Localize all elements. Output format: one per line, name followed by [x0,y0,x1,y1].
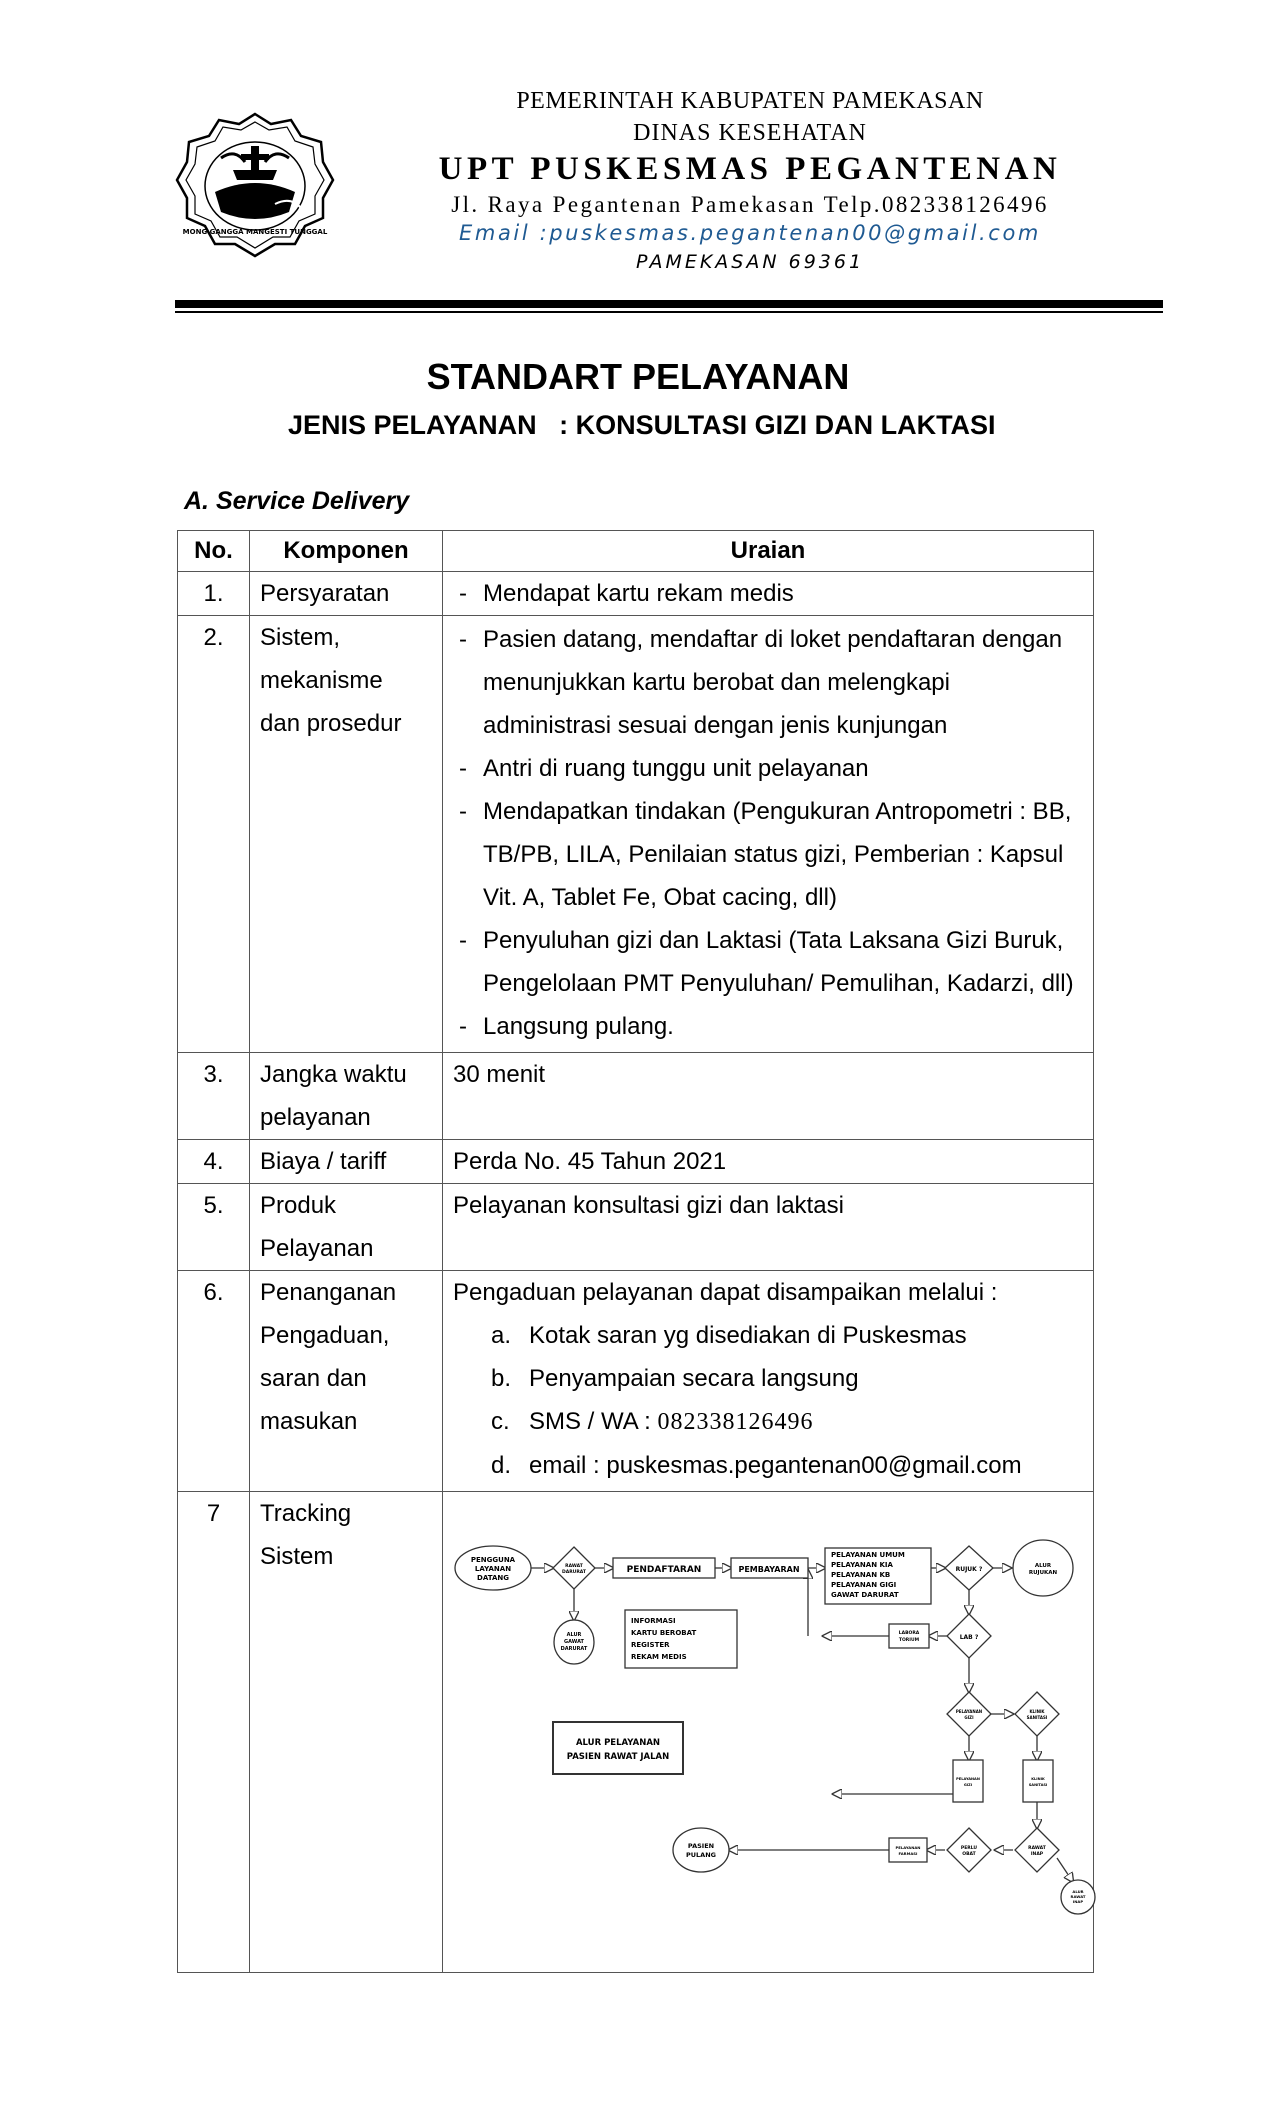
flow-label: TORIUM [898,1638,920,1643]
flow-label: PELAYANAN [956,1777,980,1781]
flow-label: DARURAT [560,1646,588,1652]
row-description [443,1271,1094,1492]
letterhead-city: PAMEKASAN 69361 [635,251,865,273]
flow-label: LAB ? [959,1634,979,1641]
row-number: 6. [178,1271,250,1492]
letterhead-divider-thick [175,300,1163,308]
row-description: Pelayanan konsultasi gizi dan laktasi [443,1184,1094,1271]
list-item: c. SMS / WA : 082338126496 [491,1408,814,1435]
flow-label: PELAYANAN KB [831,1571,891,1579]
patient-flow-chart [453,1492,1100,1970]
table-row [178,616,1094,1053]
row-number: 7 [178,1492,250,1973]
flow-label: KLINIK [1029,1709,1045,1714]
flow-label: INAP [1030,1852,1044,1857]
flow-label: REGISTER [631,1641,670,1649]
complaint-intro: Pengaduan pelayanan dapat disampaikan melalui : [453,1279,998,1306]
flow-label: PEMBAYARAN [738,1565,800,1574]
flow-label: ALUR [1034,1563,1052,1569]
flow-label: LAYANAN [474,1565,512,1573]
letterhead-organization: UPT PUSKESMAS PEGANTENAN [438,151,1062,187]
flow-label: RAWAT [1070,1894,1086,1899]
letterhead-department: DINAS KESEHATAN [633,120,867,146]
flow-label: PASIEN [687,1842,715,1850]
flow-label: GIZI [963,1783,973,1787]
flow-label: PASIEN RAWAT JALAN [566,1752,670,1762]
list-item: - Mendapat kartu rekam medis [453,572,1083,615]
row-number: 5. [178,1184,250,1271]
letterhead-government: PEMERINTAH KABUPATEN PAMEKASAN [516,88,984,114]
letterhead-divider-thin [175,311,1163,313]
document-title: STANDART PELAYANAN [426,356,850,397]
row-description [443,616,1094,1053]
phone-number: 082338126496 [657,1409,814,1435]
flow-label: FARMASI [898,1851,918,1856]
service-standard-table [177,530,1094,1973]
flow-label: PELAYANAN [955,1709,983,1714]
flow-label: PELAYANAN GIGI [831,1581,897,1589]
flow-label: RUJUKAN [1028,1570,1058,1576]
flow-label: PENDAFTARAN [626,1565,702,1575]
flow-label: PERLU [960,1846,978,1851]
row-component: Sistem, mekanisme dan prosedur [250,616,443,1053]
list-item: - Antri di ruang tunggu unit pelayanan [453,747,1083,790]
row-description [443,572,1094,616]
flow-label: GAWAT [564,1639,584,1645]
flow-label: ALUR PELAYANAN [575,1738,661,1748]
flow-label: GAWAT DARURAT [831,1591,899,1599]
flow-label: REKAM MEDIS [631,1653,687,1661]
list-item: - Pasien datang, mendaftar di loket pendaftaran dengan menunjukkan kartu berobat dan melengkapi administrasi sesuai dengan jenis kunjungan [453,618,1083,747]
row-component: Tracking Sistem [250,1492,443,1973]
list-item: - Penyuluhan gizi dan Laktasi (Tata Laksana Gizi Buruk, Pengelolaan PMT Penyuluhan/ Pemulihan, Kadarzi, dll) [453,919,1083,1005]
flow-label: DARURAT [561,1570,587,1575]
row-component: Persyaratan [250,572,443,616]
header-uraian: Uraian [443,531,1094,572]
flow-label: PULANG [686,1851,716,1859]
puskesmas-logo [175,108,335,260]
flow-label: INAP [1072,1899,1084,1904]
table-row [178,1492,1094,1973]
row-component: Jangka waktu pelayanan [250,1053,443,1140]
list-item: - Mendapatkan tindakan (Pengukuran Antropometri : BB, TB/PB, LILA, Penilaian status gizi, Pemberian : Kapsul Vit. A, Tablet Fe, Obat cacing, dll) [453,790,1083,919]
flow-label: KLINIK [1031,1777,1045,1781]
row-number: 1. [178,572,250,616]
flow-label: ALUR [566,1632,582,1638]
flow-label: PELAYANAN [895,1845,921,1850]
flow-label: RAWAT [565,1564,583,1569]
table-row [178,1271,1094,1492]
logo-motto: MONG GANGGA MANGESTI TUNGGAL [182,228,328,236]
row-description: 30 menit [443,1053,1094,1140]
flow-label: PENGGUNA [470,1556,516,1564]
row-number: 3. [178,1053,250,1140]
row-number: 4. [178,1140,250,1184]
flow-label: PELAYANAN KIA [831,1561,893,1569]
service-type: JENIS PELAYANAN : KONSULTASI GIZI DAN LAKTASI [288,410,996,440]
flow-label: ALUR [1072,1889,1084,1894]
list-item: a. Kotak saran yg disediakan di Puskesmas [491,1322,967,1349]
flow-label: RUJUK ? [955,1566,983,1573]
list-item: b. Penyampaian secara langsung [491,1365,859,1392]
letterhead-address: Jl. Raya Pegantenan Pamekasan Telp.082338126496 [451,192,1049,217]
list-item: - Langsung pulang. [453,1005,1083,1048]
flow-label: INFORMASI [631,1617,676,1625]
flow-label: DATANG [477,1574,509,1582]
flow-label: GIZI [964,1715,974,1720]
row-description [443,1492,1094,1973]
list-item: d. email : puskesmas.pegantenan00@gmail.com [491,1452,1022,1479]
flow-label: SANITASI [1026,1715,1048,1720]
table-row [178,1053,1094,1140]
flow-label: PELAYANAN UMUM [831,1551,905,1559]
header-no: No. [178,531,250,572]
section-heading: A. Service Delivery [184,487,410,515]
row-description: Perda No. 45 Tahun 2021 [443,1140,1094,1184]
flow-label: SANITASI [1028,1783,1048,1787]
row-component: Biaya / tariff [250,1140,443,1184]
flow-label: RAWAT [1028,1846,1046,1851]
table-header-row [178,531,1094,572]
header-komponen: Komponen [250,531,443,572]
row-number: 2. [178,616,250,1053]
letterhead-email: Email :puskesmas.pegantenan00@gmail.com [459,221,1041,245]
row-component: Produk Pelayanan [250,1184,443,1271]
table-row [178,1184,1094,1271]
flow-label: OBAT [962,1852,976,1857]
row-component: Penanganan Pengaduan, saran dan masukan [250,1271,443,1492]
table-row [178,572,1094,616]
table-row [178,1140,1094,1184]
flow-label: LABORA [898,1631,920,1636]
flow-label: KARTU BEROBAT [631,1629,697,1637]
